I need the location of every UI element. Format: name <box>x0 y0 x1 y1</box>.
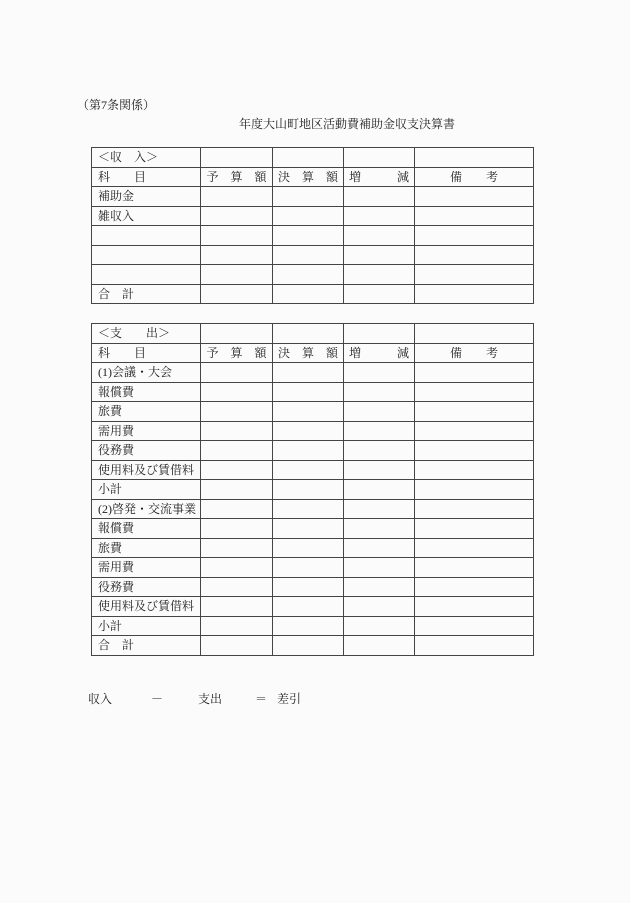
item-cell: 役務費 <box>92 441 201 461</box>
change-cell <box>344 245 415 265</box>
remarks-cell <box>415 265 534 285</box>
settlement-cell <box>273 187 344 207</box>
remarks-cell <box>415 148 534 168</box>
change-cell <box>344 597 415 617</box>
column-header-row <box>92 167 534 187</box>
footer-balance-label: 差引 <box>277 692 302 706</box>
change-column-header: 増 減 <box>344 167 415 187</box>
budget-cell <box>201 519 273 539</box>
remarks-column-header: 備 考 <box>415 167 534 187</box>
settlement-cell <box>273 265 344 285</box>
table-row <box>92 441 534 461</box>
change-cell <box>344 226 415 246</box>
remarks-cell <box>415 616 534 636</box>
item-cell: 需用費 <box>92 421 201 441</box>
budget-cell <box>201 636 273 656</box>
settlement-cell <box>273 148 344 168</box>
income-section-row <box>92 148 534 168</box>
table-row <box>92 499 534 519</box>
item-cell: (1)会議・大会 <box>92 363 201 383</box>
total-row <box>92 284 534 304</box>
settlement-cell <box>273 538 344 558</box>
budget-cell <box>201 441 273 461</box>
settlement-cell <box>273 616 344 636</box>
remarks-cell <box>415 499 534 519</box>
budget-cell <box>201 148 273 168</box>
table-row <box>92 187 534 207</box>
item-cell <box>92 226 201 246</box>
settlement-cell <box>273 284 344 304</box>
change-cell <box>344 499 415 519</box>
settlement-cell <box>273 499 344 519</box>
settlement-cell <box>273 402 344 422</box>
table-row <box>92 421 534 441</box>
remarks-cell <box>415 460 534 480</box>
change-cell <box>344 577 415 597</box>
remarks-cell <box>415 421 534 441</box>
remarks-cell <box>415 363 534 383</box>
change-cell <box>344 421 415 441</box>
table-row <box>92 402 534 422</box>
settlement-column-header: 決 算 額 <box>273 167 344 187</box>
change-cell <box>344 636 415 656</box>
total-label-cell: 合 計 <box>92 284 201 304</box>
item-cell: 補助金 <box>92 187 201 207</box>
budget-cell <box>201 480 273 500</box>
remarks-cell <box>415 558 534 578</box>
remarks-cell <box>415 577 534 597</box>
item-cell: 旅費 <box>92 538 201 558</box>
expenditure-section-label: ＜支 出＞ <box>92 324 201 344</box>
subtotal-row <box>92 616 534 636</box>
subtotal-row <box>92 480 534 500</box>
budget-cell <box>201 460 273 480</box>
settlement-cell <box>273 558 344 578</box>
remarks-cell <box>415 402 534 422</box>
remarks-cell <box>415 441 534 461</box>
change-cell <box>344 558 415 578</box>
item-cell: 旅費 <box>92 402 201 422</box>
budget-cell <box>201 226 273 246</box>
remarks-cell <box>415 324 534 344</box>
change-cell <box>344 148 415 168</box>
item-column-header: 科 目 <box>92 167 201 187</box>
settlement-cell <box>273 597 344 617</box>
settlement-cell <box>273 324 344 344</box>
budget-cell <box>201 206 273 226</box>
item-column-header: 科 目 <box>92 343 201 363</box>
table-row <box>92 577 534 597</box>
settlement-cell <box>273 226 344 246</box>
change-cell <box>344 206 415 226</box>
settlement-cell <box>273 421 344 441</box>
budget-cell <box>201 324 273 344</box>
budget-column-header: 予 算 額 <box>201 167 273 187</box>
table-row <box>92 226 534 246</box>
column-header-row <box>92 343 534 363</box>
remarks-cell <box>415 206 534 226</box>
settlement-cell <box>273 460 344 480</box>
change-cell <box>344 402 415 422</box>
change-cell <box>344 363 415 383</box>
table-row <box>92 519 534 539</box>
item-cell <box>92 245 201 265</box>
subtotal-label-cell: 小計 <box>92 480 201 500</box>
footer-expenditure-label: 支出 <box>198 692 223 706</box>
change-cell <box>344 519 415 539</box>
budget-cell <box>201 577 273 597</box>
remarks-cell <box>415 538 534 558</box>
item-cell: 雑収入 <box>92 206 201 226</box>
settlement-cell <box>273 245 344 265</box>
calculation-note <box>0 691 630 709</box>
budget-column-header: 予 算 額 <box>201 343 273 363</box>
settlement-cell <box>273 577 344 597</box>
budget-cell <box>201 499 273 519</box>
expenditure-section-row <box>92 324 534 344</box>
budget-cell <box>201 558 273 578</box>
change-cell <box>344 480 415 500</box>
table-row <box>92 538 534 558</box>
budget-cell <box>201 245 273 265</box>
settlement-cell <box>273 480 344 500</box>
item-cell: 需用費 <box>92 558 201 578</box>
equals-sign: ＝ <box>255 692 268 706</box>
settlement-cell <box>273 636 344 656</box>
income-section-label: ＜収 入＞ <box>92 148 201 168</box>
item-cell: 報償費 <box>92 519 201 539</box>
remarks-cell <box>415 480 534 500</box>
settlement-cell <box>273 363 344 383</box>
income-table <box>91 147 534 304</box>
minus-sign: － <box>151 692 164 706</box>
settlement-cell <box>273 519 344 539</box>
settlement-cell <box>273 206 344 226</box>
item-cell: 役務費 <box>92 577 201 597</box>
budget-cell <box>201 538 273 558</box>
remarks-cell <box>415 636 534 656</box>
change-cell <box>344 460 415 480</box>
item-cell: 使用料及び賃借料 <box>92 597 201 617</box>
settlement-cell <box>273 441 344 461</box>
table-row <box>92 245 534 265</box>
budget-cell <box>201 421 273 441</box>
settlement-column-header: 決 算 額 <box>273 343 344 363</box>
table-row <box>92 265 534 285</box>
total-label-cell: 合 計 <box>92 636 201 656</box>
table-row <box>92 382 534 402</box>
item-cell: 使用料及び賃借料 <box>92 460 201 480</box>
budget-cell <box>201 597 273 617</box>
change-cell <box>344 324 415 344</box>
table-row <box>92 558 534 578</box>
remarks-cell <box>415 245 534 265</box>
expenditure-table <box>91 323 534 656</box>
budget-cell <box>201 265 273 285</box>
remarks-cell <box>415 226 534 246</box>
footer-income-label: 収入 <box>88 692 113 706</box>
remarks-cell <box>415 519 534 539</box>
change-cell <box>344 441 415 461</box>
budget-cell <box>201 402 273 422</box>
remarks-cell <box>415 284 534 304</box>
remarks-column-header: 備 考 <box>415 343 534 363</box>
remarks-cell <box>415 382 534 402</box>
change-cell <box>344 284 415 304</box>
table-row <box>92 206 534 226</box>
item-cell: (2)啓発・交流事業 <box>92 499 201 519</box>
budget-cell <box>201 616 273 636</box>
budget-cell <box>201 187 273 207</box>
table-row <box>92 460 534 480</box>
table-row <box>92 363 534 383</box>
item-cell <box>92 265 201 285</box>
change-cell <box>344 538 415 558</box>
budget-cell <box>201 382 273 402</box>
remarks-cell <box>415 187 534 207</box>
change-cell <box>344 616 415 636</box>
remarks-cell <box>415 597 534 617</box>
settlement-cell <box>273 382 344 402</box>
subtotal-label-cell: 小計 <box>92 616 201 636</box>
total-row <box>92 636 534 656</box>
table-row <box>92 597 534 617</box>
change-cell <box>344 265 415 285</box>
item-cell: 報償費 <box>92 382 201 402</box>
change-column-header: 増 減 <box>344 343 415 363</box>
article-reference: （第7条関係） <box>77 98 156 112</box>
budget-cell <box>201 284 273 304</box>
change-cell <box>344 187 415 207</box>
budget-cell <box>201 363 273 383</box>
document-title: 年度大山町地区活動費補助金収支決算書 <box>239 117 456 131</box>
change-cell <box>344 382 415 402</box>
